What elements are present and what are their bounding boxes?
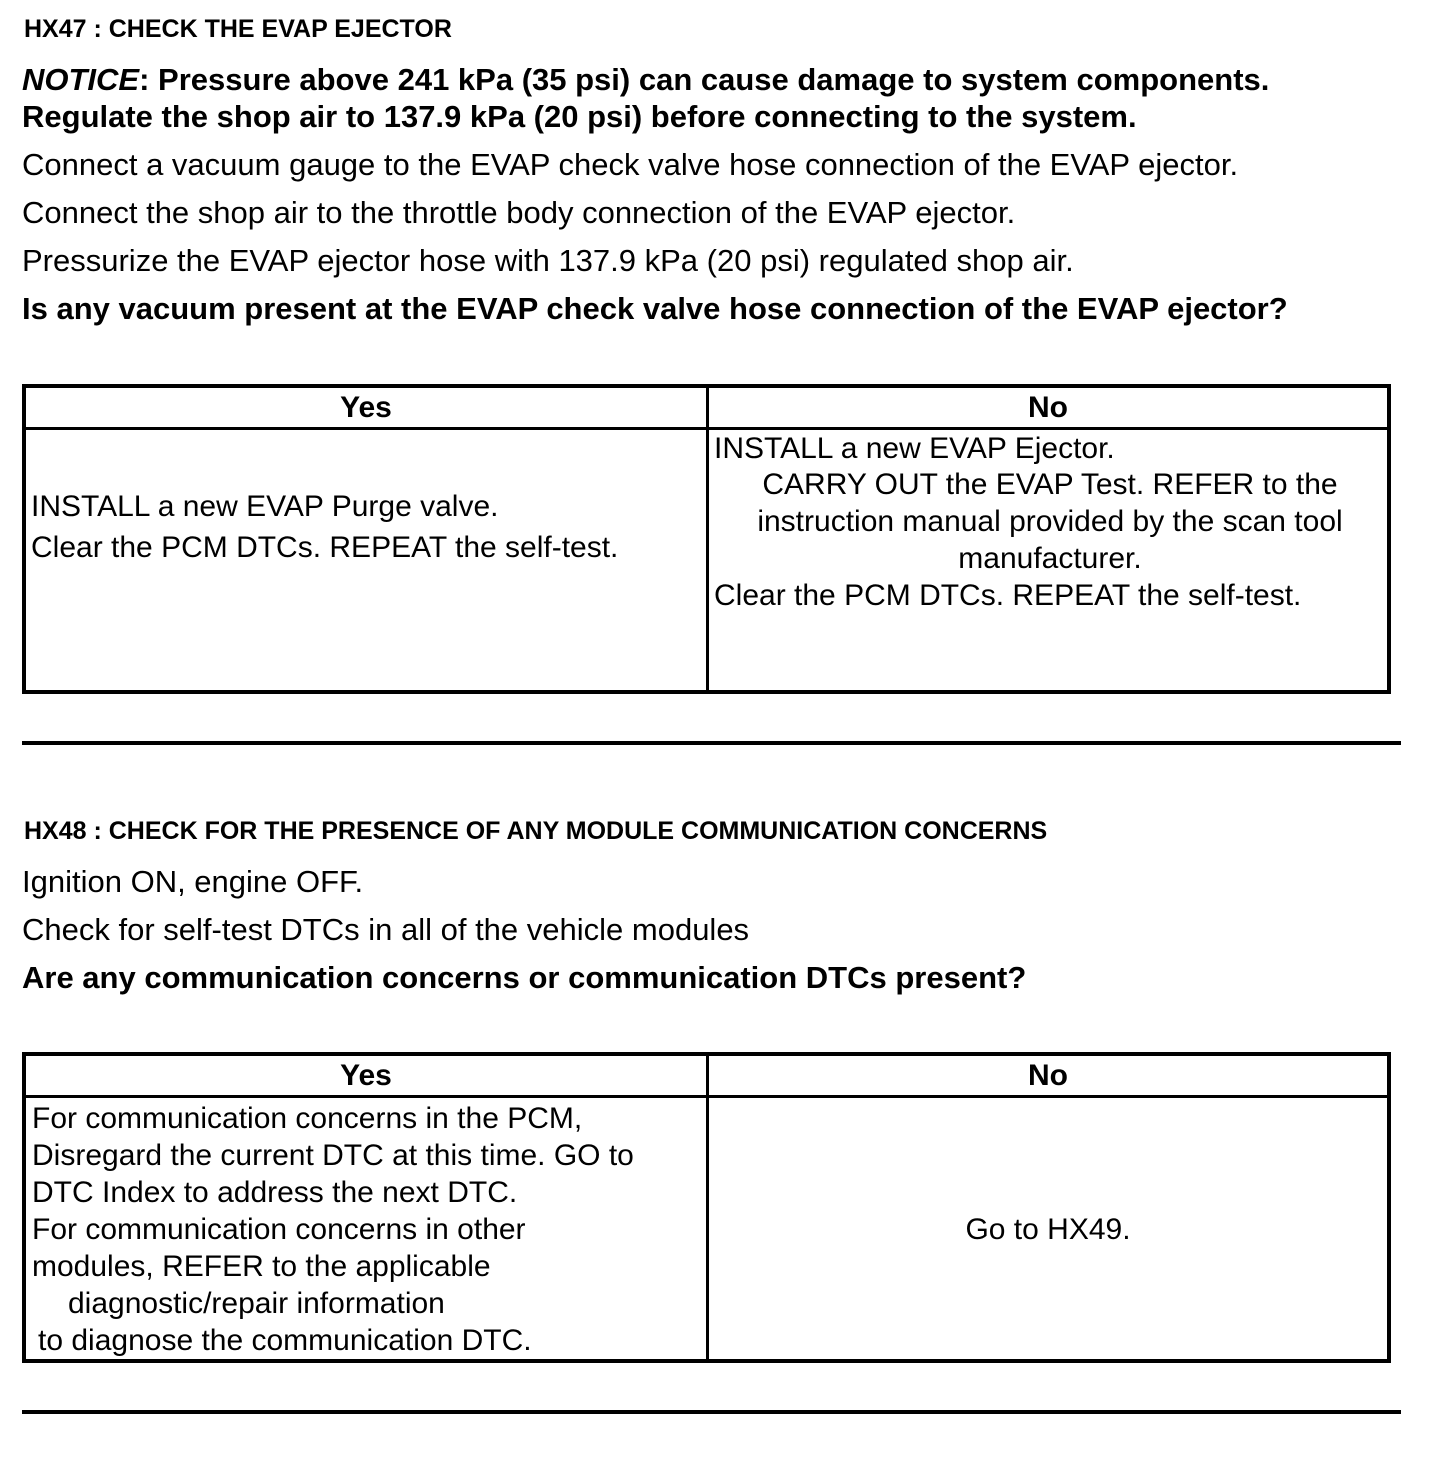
yes-line: INSTALL a new EVAP Purge valve. (31, 490, 499, 523)
notice-label: NOTICE (22, 62, 140, 97)
column-divider (706, 388, 709, 690)
no-cell: Go to HX49. (965, 1213, 1131, 1246)
no-line: instruction manual provided by the scan tool (757, 505, 1343, 538)
hx47-notice-line-2: Regulate the shop air to 137.9 kPa (20 psi) before connecting to the system. (22, 99, 1137, 134)
yes-line: DTC Index to address the next DTC. (32, 1176, 518, 1209)
yes-line: Disregard the current DTC at this time. GO to (32, 1139, 634, 1172)
yes-line: For communication concerns in the PCM, (32, 1102, 583, 1135)
no-line: manufacturer. (958, 542, 1142, 575)
notice-text: : Pressure above 241 kPa (35 psi) can cause damage to system components. (139, 62, 1270, 97)
no-cell (714, 432, 1386, 614)
yes-line: diagnostic/repair information (68, 1287, 445, 1320)
hx47-step-3: Pressurize the EVAP ejector hose with 137.9 kPa (20 psi) regulated shop air. (22, 243, 1074, 278)
hx47-decision-table (22, 384, 1391, 694)
hx48-title: HX48 : CHECK FOR THE PRESENCE OF ANY MODULE COMMUNICATION CONCERNS (24, 817, 1048, 845)
no-line: Clear the PCM DTCs. REPEAT the self-test. (714, 579, 1302, 612)
column-divider (706, 1056, 709, 1359)
hx48-step-2: Check for self-test DTCs in all of the vehicle modules (22, 912, 750, 947)
hx47-question: Is any vacuum present at the EVAP check valve hose connection of the EVAP ejector? (22, 291, 1288, 326)
yes-line: For communication concerns in other (32, 1213, 526, 1246)
yes-line: Clear the PCM DTCs. REPEAT the self-test. (31, 531, 619, 564)
hx48-question: Are any communication concerns or communication DTCs present? (22, 960, 1027, 995)
yes-cell (31, 488, 618, 566)
hx47-step-2: Connect the shop air to the throttle body connection of the EVAP ejector. (22, 195, 1016, 230)
yes-line: modules, REFER to the applicable (32, 1250, 491, 1283)
no-header: No (709, 388, 1387, 430)
yes-line: to diagnose the communication DTC. (38, 1324, 532, 1357)
section-divider (22, 741, 1401, 745)
no-line: CARRY OUT the EVAP Test. REFER to the (762, 468, 1338, 501)
hx47-notice (22, 64, 1269, 95)
hx48-decision-table (22, 1052, 1391, 1363)
no-line: INSTALL a new EVAP Ejector. (714, 432, 1115, 465)
hx48-step-1: Ignition ON, engine OFF. (22, 864, 364, 899)
hx47-step-1: Connect a vacuum gauge to the EVAP check valve hose connection of the EVAP ejector. (22, 147, 1239, 182)
yes-header: Yes (26, 388, 706, 430)
yes-header: Yes (26, 1056, 706, 1098)
no-header: No (709, 1056, 1387, 1098)
hx47-title: HX47 : CHECK THE EVAP EJECTOR (24, 15, 452, 43)
yes-cell (32, 1100, 634, 1359)
section-divider (22, 1410, 1401, 1414)
